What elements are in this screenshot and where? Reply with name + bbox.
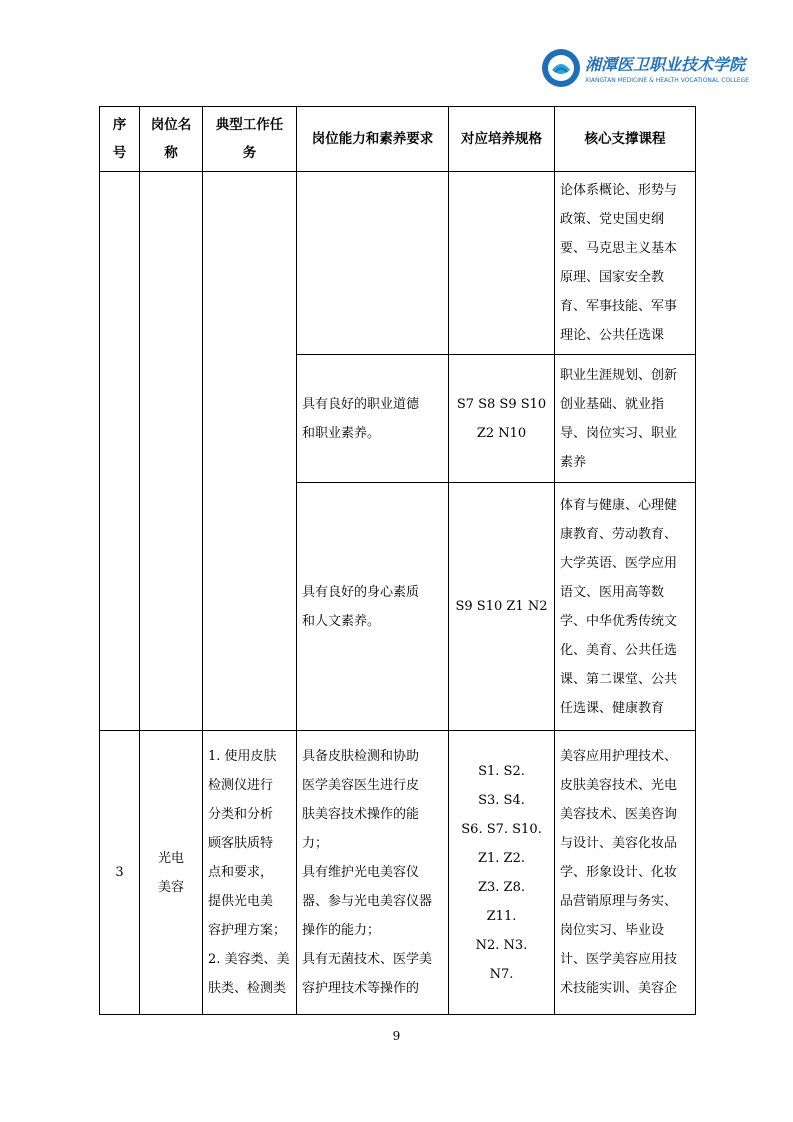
col-header-tasks: 典型工作任 务 [203, 107, 297, 172]
cell-spec: S9 S10 Z1 N2 [449, 483, 555, 731]
cell-requirement [297, 172, 449, 355]
table-row [100, 172, 696, 355]
col-header-courses: 核心支撑课程 [555, 107, 696, 172]
cell-courses: 论体系概论、形势与 政策、党史国史纲 要、马克思主义基本 原理、国家安全教 育、军事技能、军事 理论、公共任选课 [555, 172, 696, 355]
col-header-requirement: 岗位能力和素养要求 [297, 107, 449, 172]
curriculum-table [99, 106, 696, 1015]
school-logo-subtext: XIANGTAN MEDICINE & HEALTH VOCATIONAL COLLEGE [585, 77, 750, 84]
cell-spec: S7 S8 S9 S10 Z2 N10 [449, 355, 555, 483]
cell-requirement: 具有良好的职业道德 和职业素养。 [297, 355, 449, 483]
cell-spec: S1. S2. S3. S4. S6. S7. S10. Z1. Z2. Z3. Z8. Z11. N2. N3. N7. [449, 731, 555, 1015]
cell-courses: 美容应用护理技术、 皮肤美容技术、光电 美容技术、医美咨询 与设计、美容化妆品 学、形象设计、化妆 品营销原理与务实、 岗位实习、毕业设 计、医学美容应用技 术技能实训、美容企 [555, 731, 696, 1015]
table-row [100, 731, 696, 1015]
cell-tasks: 1. 使用皮肤 检测仪进行 分类和分析 顾客肤质特 点和要求， 提供光电美 容护理方案； 2. 美容类、美 肤类、检测类 [203, 731, 297, 1015]
cell-position: 光电 美容 [140, 731, 203, 1015]
cell-position [140, 172, 203, 731]
col-header-position: 岗位名 称 [140, 107, 203, 172]
school-logo [541, 45, 750, 91]
table-header-row [100, 107, 696, 172]
col-header-no: 序 号 [100, 107, 140, 172]
school-logo-text: 湘潭医卫职业技术学院 [585, 55, 746, 74]
cell-no [100, 172, 140, 731]
cell-courses: 体育与健康、心理健 康教育、劳动教育、 大学英语、医学应用 语文、医用高等数 学、中华优秀传统文 化、美育、公共任选 课、第二课堂、公共 任选课、健康教育 [555, 483, 696, 731]
page-number: 9 [392, 1029, 401, 1043]
cell-requirement: 具有良好的身心素质 和人文素养。 [297, 483, 449, 731]
cell-tasks [203, 172, 297, 731]
col-header-spec: 对应培养规格 [449, 107, 555, 172]
cell-courses: 职业生涯规划、创新 创业基础、就业指 导、岗位实习、职业 素养 [555, 355, 696, 483]
cell-spec [449, 172, 555, 355]
cell-requirement: 具备皮肤检测和协助 医学美容医生进行皮 肤美容技术操作的能 力； 具有维护光电美容仪 器、参与光电美容仪器 操作的能力； 具有无菌技术、医学美 容护理技术等操作的 [297, 731, 449, 1015]
cell-no: 3 [100, 731, 140, 1015]
